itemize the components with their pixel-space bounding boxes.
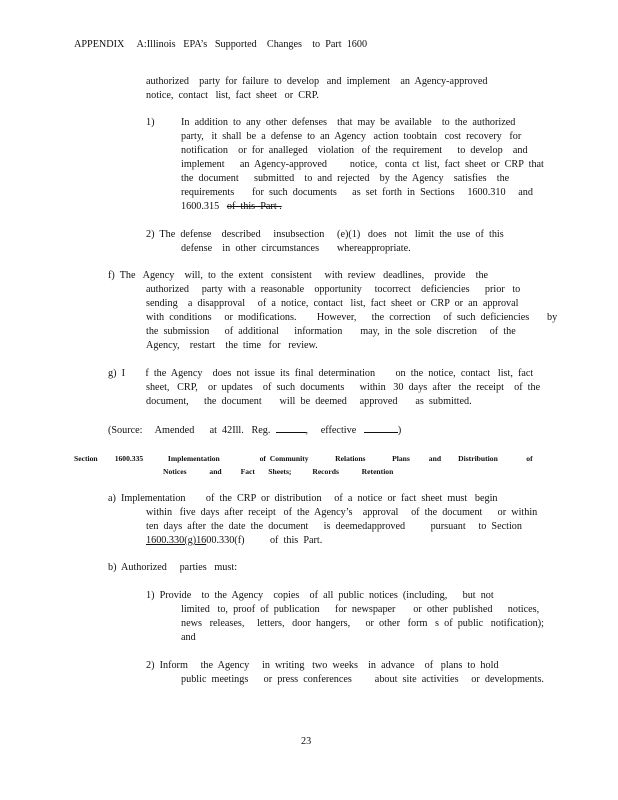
- body-line: notification or for analleged violation of the requirement to develop and: [181, 145, 528, 156]
- body-line: the submission of additional information may, in the sole discretion of the: [146, 326, 516, 337]
- body-line: within five days after receipt of the Agency’s approval of the document or within: [146, 507, 538, 518]
- body-line: news releases, letters, door hangers, or other form s of public notification);: [181, 618, 544, 629]
- source-effective: effective: [320, 425, 357, 436]
- source-close: ): [397, 425, 402, 436]
- body-line: limited to, proof of publication for newspaper or other published notices,: [181, 604, 540, 615]
- body-line: b) Authorized parties must:: [108, 562, 238, 573]
- blank-line: [364, 422, 398, 433]
- body-line: 1) Provide to the Agency copies of all public notices (including, but not: [146, 590, 494, 601]
- body-line: authorized party with a reasonable opportunity tocorrect deficiencies prior to: [146, 284, 521, 295]
- body-line: 2) Inform the Agency in writing two weeks in advance of plans to hold: [146, 660, 499, 671]
- body-line: [181, 200, 282, 214]
- section-heading: Section 1600.335 Implementation of Community Relations Plans and Distribution of: [74, 454, 533, 463]
- body-line: with conditions or modifications. However, the correction of such deficiencies by: [146, 312, 558, 323]
- blank-line: [276, 422, 306, 433]
- section-heading-cont: Notices and Fact Sheets; Records Retention: [163, 467, 394, 476]
- body-line: a) Implementation of the CRP or distribution of a notice or fact sheet must begin: [108, 493, 498, 504]
- list-marker: 1): [146, 117, 155, 128]
- body-line: authorized party for failure to develop and implement an Agency-approved: [146, 76, 488, 87]
- body-line: public meetings or press conferences about site activities or developments.: [181, 674, 544, 685]
- section-reference: 1600.315: [181, 201, 227, 212]
- body-line: defense in other circumstances whereappropriate.: [181, 243, 411, 254]
- body-line: ten days after the date the document is deemedapproved pursuant to Section: [146, 521, 522, 532]
- body-line: sheet, CRP, or updates of such documents within 30 days after the receipt of the: [146, 382, 541, 393]
- body-line: party, it shall be a defense to an Agency action toobtain cost recovery for: [181, 131, 522, 142]
- underlined-insertion: 1600.330(g)16: [146, 535, 207, 546]
- body-line: In addition to any other defenses that may be available to the authorized: [181, 117, 516, 128]
- body-line: f) The Agency will, to the extent consistent with review deadlines, provide the: [108, 270, 489, 281]
- struck-text: of this Part .: [226, 201, 282, 212]
- source-comma: ,: [305, 425, 309, 436]
- body-line: sending a disapproval of a notice, contact list, fact sheet or CRP or an approval: [146, 298, 519, 309]
- body-line: and: [181, 632, 196, 643]
- body-line: notice, contact list, fact sheet or CRP.: [146, 90, 319, 101]
- body-line: 2) The defense described insubsection (e)(1) does not limit the use of this: [146, 229, 504, 240]
- source-note: [108, 422, 401, 438]
- body-line: implement an Agency-approved notice, conta ct list, fact sheet or CRP that: [181, 159, 544, 170]
- body-line: requirements for such documents as set forth in Sections 1600.310 and: [181, 187, 533, 198]
- body-line: the document submitted to and rejected by the Agency satisfies the: [181, 173, 510, 184]
- body-text: 00.330(f) of this Part.: [206, 535, 323, 546]
- running-header: APPENDIX A:Illinois EPA’s Supported Changes to Part 1600: [74, 39, 368, 50]
- source-text: (Source: Amended at 42Ill. Reg.: [108, 425, 271, 436]
- body-line: document, the document will be deemed approved as submitted.: [146, 396, 472, 407]
- body-line: [146, 534, 322, 548]
- page-number: 23: [301, 736, 312, 747]
- body-line: Agency, restart the time for review.: [146, 340, 318, 351]
- body-line: g) I f the Agency does not issue its final determination on the notice, contact list, fact: [108, 368, 534, 379]
